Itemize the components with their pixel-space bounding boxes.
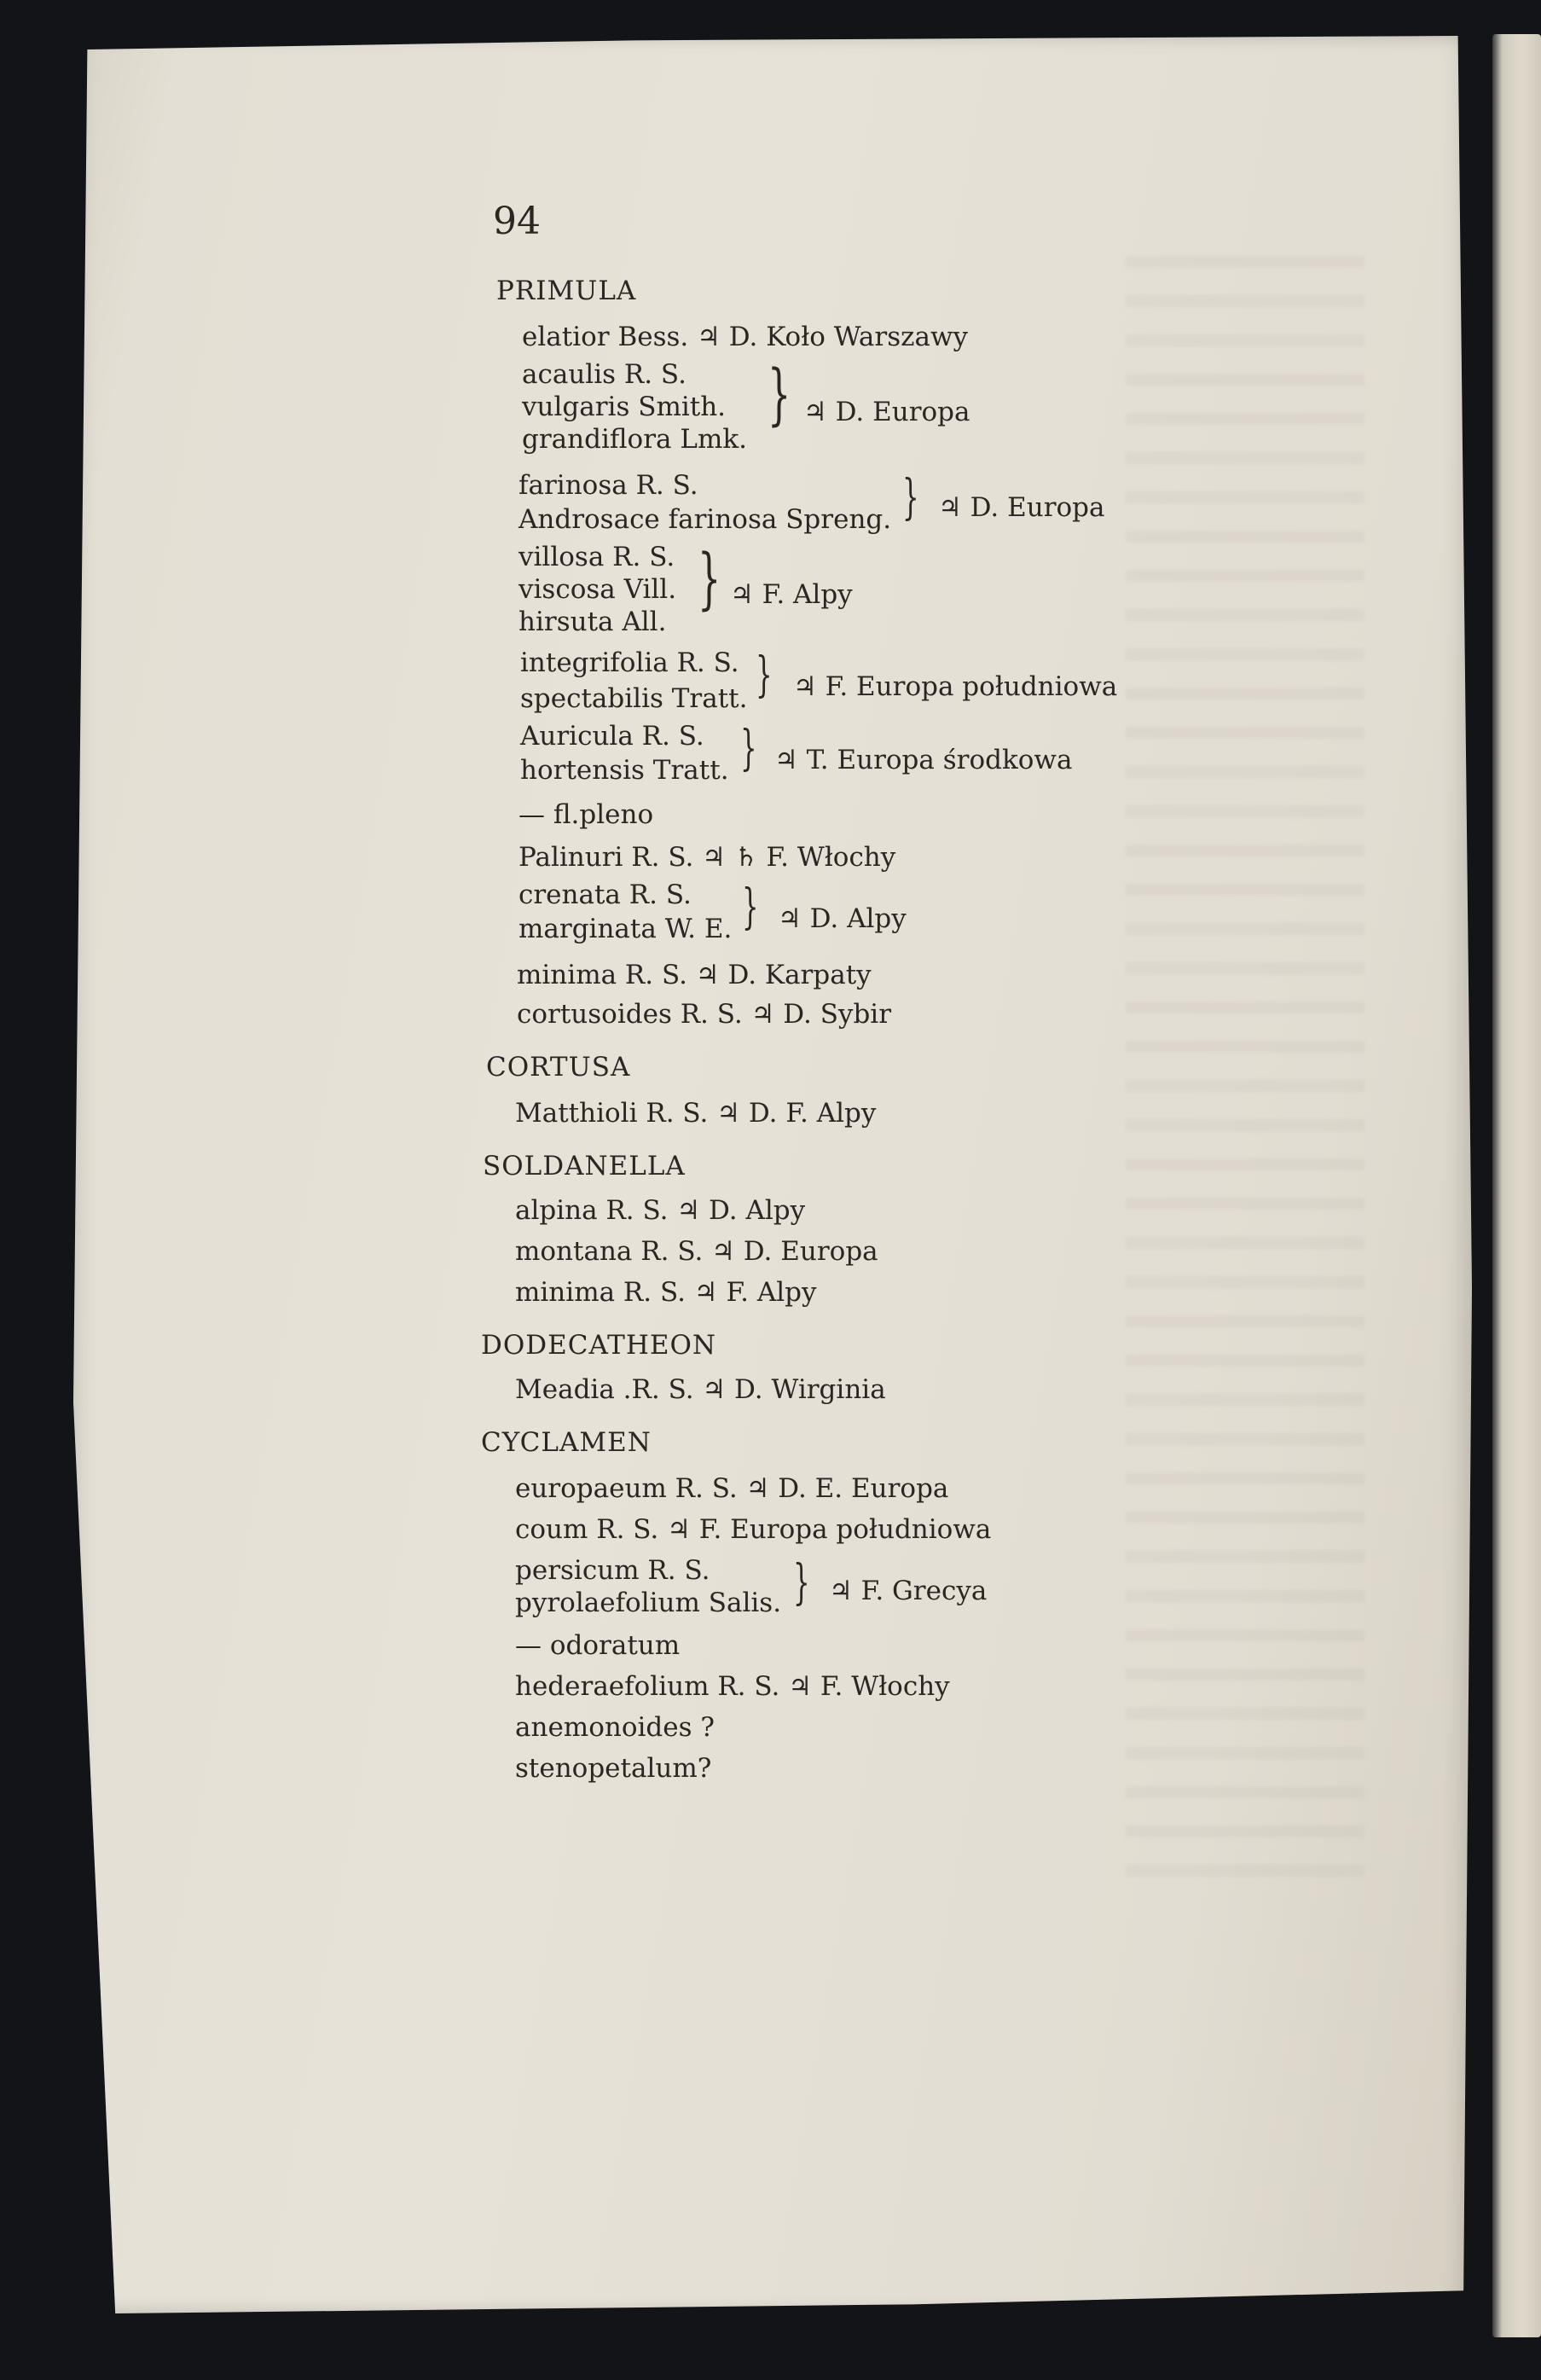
brace-icon: }: [902, 470, 919, 525]
entry-palinuri: Palinuri R. S. ♃ ♄ F. Włochy: [518, 842, 896, 873]
brace-icon: }: [740, 721, 757, 776]
entry-farinosa: farinosa R. S.: [518, 470, 698, 501]
entry-cortusoides: cortusoides R. S. ♃ D. Sybir: [517, 999, 892, 1030]
entry-hirsuta: hirsuta All.: [518, 607, 667, 637]
entry-androsace: Androsace farinosa Spreng.: [518, 504, 892, 535]
entry-crenata: crenata R. S.: [518, 879, 692, 910]
entry-hederaefolium: hederaefolium R. S. ♃ F. Włochy: [515, 1671, 950, 1702]
entry-matthioli: Matthioli R. S. ♃ D. F. Alpy: [515, 1098, 877, 1129]
entry-coum: coum R. S. ♃ F. Europa południowa: [515, 1514, 992, 1545]
entry-villosa: villosa R. S.: [518, 542, 675, 572]
entry-note: ♃ F. Grecya: [829, 1576, 988, 1606]
entry-note: ♃ T. Europa środkowa: [774, 745, 1073, 775]
entry-odoratum: — odoratum: [515, 1630, 681, 1661]
entry-viscosa: viscosa Vill.: [518, 574, 677, 605]
entry-minima: minima R. S. ♃ D. Karpaty: [517, 960, 872, 990]
entry-note: ♃ D. Europa: [803, 397, 970, 427]
section-title-cyclamen: CYCLAMEN: [481, 1427, 652, 1458]
entry-integrifolia: integrifolia R. S.: [520, 647, 739, 678]
entry-note: ♃ D. Europa: [938, 492, 1105, 523]
entry-vulgaris: vulgaris Smith.: [522, 392, 727, 422]
entry-acaulis: acaulis R. S.: [522, 359, 686, 390]
entry-pyrolaefolium: pyrolaefolium Salis.: [515, 1588, 782, 1618]
brace-icon: }: [698, 541, 721, 618]
section-title-cortusa: CORTUSA: [486, 1052, 631, 1083]
entry-marginata: marginata W. E.: [518, 914, 733, 944]
section-title-soldanella: SOLDANELLA: [483, 1151, 686, 1181]
entry-alpina: alpina R. S. ♃ D. Alpy: [515, 1195, 806, 1226]
entry-grandiflora: grandiflora Lmk.: [522, 424, 747, 455]
entry-hortensis: hortensis Tratt.: [520, 755, 729, 786]
brace-icon: }: [768, 357, 791, 433]
entry-note: ♃ F. Europa południowa: [793, 671, 1118, 702]
entry-elatior: elatior Bess. ♃ D. Koło Warszawy: [522, 322, 969, 352]
entry-montana: montana R. S. ♃ D. Europa: [515, 1236, 878, 1267]
entry-note: ♃ D. Alpy: [778, 903, 907, 934]
brace-icon: }: [793, 1555, 810, 1611]
entry-stenopetalum: stenopetalum?: [515, 1753, 712, 1784]
entry-meadia: Meadia .R. S. ♃ D. Wirginia: [515, 1374, 886, 1405]
entry-minima-soldanella: minima R. S. ♃ F. Alpy: [515, 1277, 817, 1308]
entry-anemonoides: anemonoides ?: [515, 1712, 715, 1743]
brace-icon: }: [756, 647, 773, 703]
entry-europaeum: europaeum R. S. ♃ D. E. Europa: [515, 1473, 949, 1504]
entry-fl-pleno: — fl.pleno: [518, 799, 654, 830]
entry-note: ♃ F. Alpy: [730, 579, 853, 610]
page-number: 94: [493, 200, 541, 243]
section-title-primula: PRIMULA: [496, 276, 637, 306]
entry-spectabilis: spectabilis Tratt.: [520, 683, 748, 714]
entry-auricula: Auricula R. S.: [520, 721, 704, 752]
section-title-dodecatheon: DODECATHEON: [481, 1330, 717, 1361]
entry-persicum: persicum R. S.: [515, 1555, 710, 1586]
brace-icon: }: [742, 879, 759, 935]
